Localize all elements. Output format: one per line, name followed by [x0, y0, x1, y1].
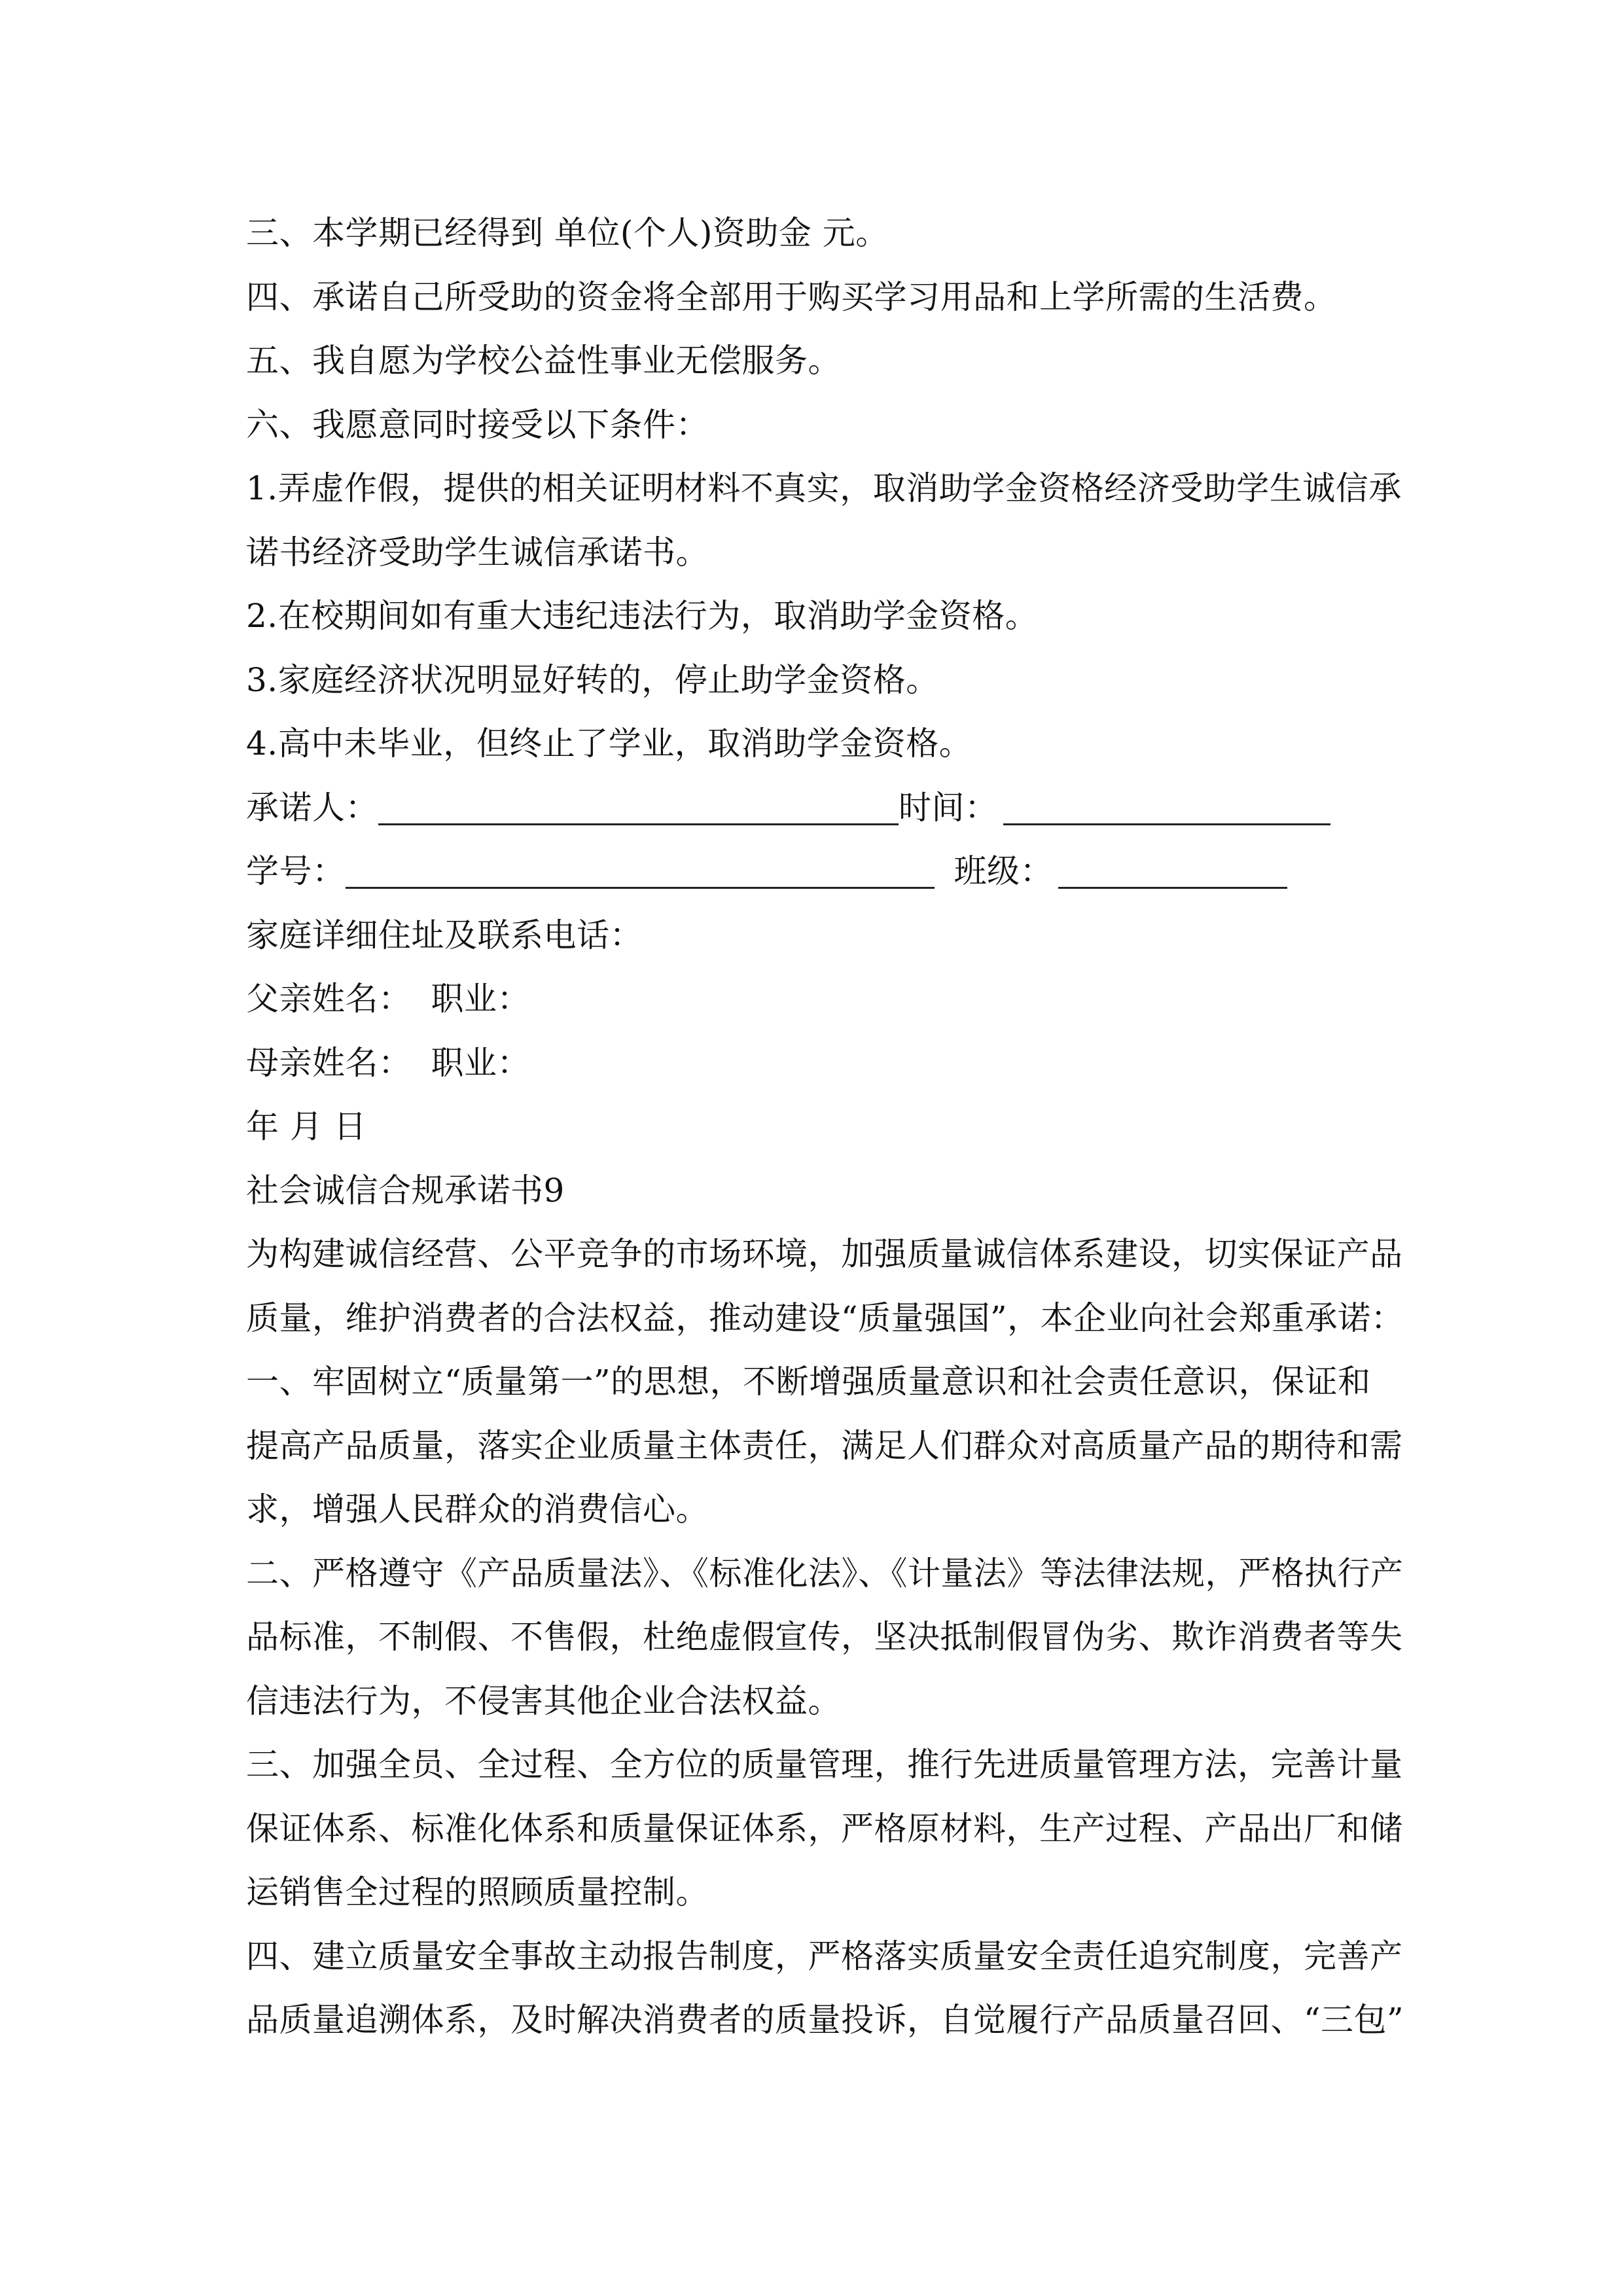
text-line: 三、本学期已经得到 单位(个人)资助金 元。 — [246, 214, 889, 252]
text-line: 品标准，不制假、不售假，杜绝虚假宣传，坚决抵制假冒伪劣、欺诈消费者等失 — [246, 1618, 1403, 1656]
text-line: 五、我自愿为学校公益性事业无偿服务。 — [246, 342, 841, 380]
class-label: 班级： — [954, 852, 1053, 890]
text-line: 诺书经济受助学生诚信承诺书。 — [246, 533, 709, 571]
text-line: 四、承诺自己所受助的资金将全部用于购买学习用品和上学所需的生活费。 — [246, 278, 1337, 316]
promiser-row — [246, 776, 1398, 840]
text-line: 提高产品质量，落实企业质量主体责任，满足人们群众对高质量产品的期待和需 — [246, 1426, 1403, 1465]
father-name-label: 父亲姓名： — [246, 980, 412, 1018]
text-line: 三、加强全员、全过程、全方位的质量管理，推行先进质量管理方法，完善计量 — [246, 1746, 1403, 1784]
text-line: 运销售全过程的照顾质量控制。 — [246, 1873, 709, 1911]
date-line: 年 月 日 — [246, 1107, 367, 1145]
mother-job-label: 职业： — [431, 1043, 530, 1082]
text-line: 品质量追溯体系，及时解决消费者的质量投诉，自觉履行产品质量召回、“三包” — [246, 2001, 1404, 2039]
mother-row — [246, 1031, 1398, 1096]
father-row — [246, 967, 1398, 1031]
text-line: 2.在校期间如有重大违纪违法行为，取消助学金资格。 — [246, 597, 1039, 635]
text-line: 四、建立质量安全事故主动报告制度，严格落实质量安全责任追究制度，完善产 — [246, 1937, 1403, 1975]
text-line: 六、我愿意同时接受以下条件： — [246, 405, 709, 444]
student-id-row — [246, 840, 1398, 904]
mother-name-label: 母亲姓名： — [246, 1043, 412, 1082]
text-line: 求，增强人民群众的消费信心。 — [246, 1490, 709, 1528]
document-body — [246, 202, 1404, 2053]
student-id-label: 学号： — [246, 852, 346, 890]
address-line: 家庭详细住址及联系电话： — [246, 916, 643, 954]
section-title: 社会诚信合规承诺书9 — [246, 1171, 565, 1210]
text-line: 保证体系、标准化体系和质量保证体系，严格原材料，生产过程、产品出厂和储 — [246, 1809, 1403, 1848]
text-line: 1.弄虚作假，提供的相关证明材料不真实，取消助学金资格经济受助学生诚信承 — [246, 469, 1402, 507]
time-label: 时间： — [899, 788, 998, 827]
promiser-label: 承诺人： — [246, 788, 378, 827]
text-line: 为构建诚信经营、公平竞争的市场环境，加强质量诚信体系建设，切实保证产品 — [246, 1235, 1403, 1273]
text-line: 二、严格遵守《产品质量法》、《标准化法》、《计量法》等法律法规，严格执行产 — [246, 1554, 1404, 1592]
student-id-blank[interactable] — [346, 850, 935, 889]
text-line: 信违法行为，不侵害其他企业合法权益。 — [246, 1681, 841, 1720]
text-line: 4.高中未毕业，但终止了学业，取消助学金资格。 — [246, 725, 972, 762]
class-blank[interactable] — [1058, 850, 1287, 889]
text-line: 一、牢固树立“质量第一”的思想，不断增强质量意识和社会责任意识，保证和 — [246, 1363, 1371, 1401]
text-line: 3.家庭经济状况明显好转的，停止助学金资格。 — [246, 660, 939, 699]
promiser-blank[interactable] — [378, 787, 899, 825]
father-job-label: 职业： — [431, 980, 530, 1018]
text-line: 质量，维护消费者的合法权益，推动建设“质量强国”，本企业向社会郑重承诺： — [246, 1299, 1404, 1337]
time-blank[interactable] — [1003, 787, 1330, 825]
